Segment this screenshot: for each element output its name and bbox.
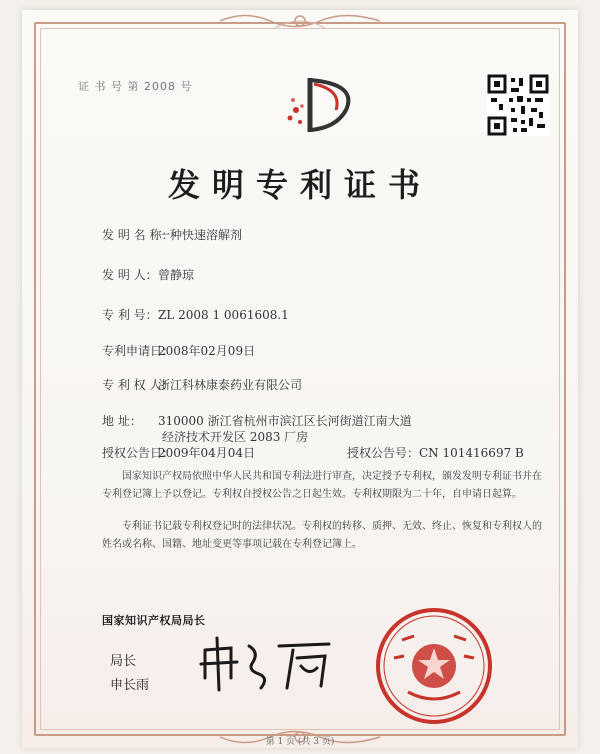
official-seal-icon (374, 606, 494, 726)
field-application-date: 专利申请日：2008年02月09日 (102, 344, 256, 358)
signer-name: 申长雨 (110, 678, 150, 693)
statement-paragraph-1: 国家知识产权局依照中华人民共和国专利法进行审查，决定授予专利权，颁发发明专利证书并在专利登记簿上予以登记。专利权自授权公告之日起生效。专利权期限为二十年，自申请日起算。 (102, 471, 542, 500)
field-patentee: 专 利 权 人：浙江科林康泰药业有限公司 (102, 378, 303, 392)
field-inventor: 发 明 人：曾静琼 (102, 268, 195, 282)
patent-office-logo-icon (280, 70, 370, 140)
certificate-number: 证 书 号 第 2008 号 (78, 80, 193, 93)
signer-role: 局长 (110, 654, 137, 669)
grant-announcement-number: 授权公告号：CN 101416697 B (347, 446, 524, 460)
issuing-bureau: 国家知识产权局局长 (102, 614, 206, 627)
field-invention-name: 发 明 名 称：一种快速溶解剂 (102, 228, 243, 242)
top-ornament-icon (215, 10, 385, 32)
page-footer: 第 1 页 (共 3 页) (265, 737, 335, 747)
patent-certificate (22, 10, 578, 748)
certificate-title: 发明专利证书 (167, 166, 432, 204)
statement-paragraph-2: 专利证书记载专利权登记时的法律状况。专利权的转移、质押、无效、终止、恢复和专利权人的姓名或名称、国籍、地址变更等事项记载在专利登记簿上。 (102, 521, 542, 550)
field-grant-date: 授权公告日：2009年04月04日 授权公告号：CN 101416697 B (102, 446, 524, 460)
qr-code-icon (487, 74, 549, 136)
address-line-2: 经济技术开发区 2083 厂房 (162, 430, 309, 444)
handwritten-signature-icon (197, 628, 337, 698)
field-patent-number: 专 利 号：ZL 2008 1 0061608.1 (102, 308, 289, 322)
field-address: 地 址： 310000 浙江省杭州市滨江区长河街道江南大道 (102, 414, 412, 428)
